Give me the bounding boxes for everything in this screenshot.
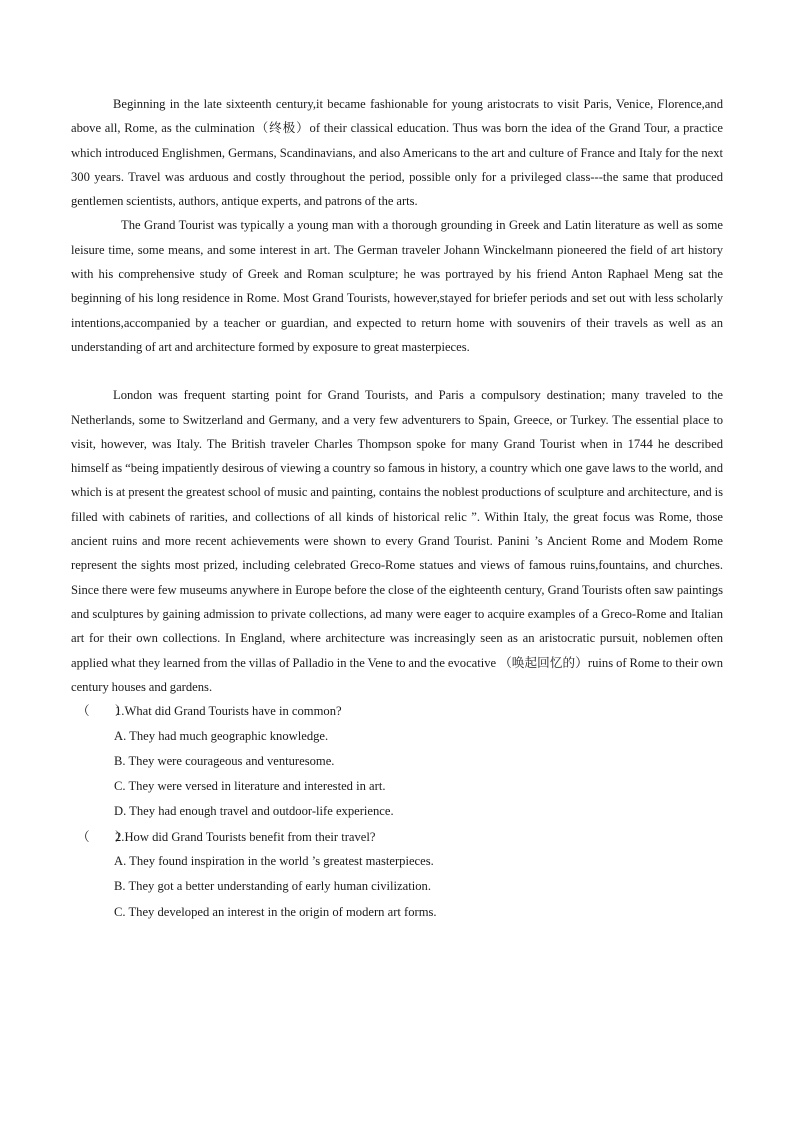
question-2-options [71, 849, 723, 925]
question-1-option-b: B. They were courageous and venturesome. [114, 753, 335, 768]
answer-blank[interactable]: （ ） [77, 704, 128, 719]
question-2-option-b: B. They got a better understanding of early human civilization. [114, 879, 431, 894]
question-1 [71, 699, 723, 824]
question-2-stem-line [71, 825, 723, 850]
reading-passage [71, 92, 723, 699]
question-1-option-d: D. They had enough travel and outdoor-life experience. [114, 804, 394, 819]
document-page [71, 92, 723, 925]
question-2-option-a: A. They found inspiration in the world ’s greatest masterpieces. [114, 854, 434, 869]
passage-paragraph-3: London was frequent starting point for Grand Tourists, and Paris a compulsory destination; many traveled to the Netherlands, some to Switzerland and Germany, and a very few adventurers to Spain, Greece, or Turkey. The essential place to visit, however, was Italy. The British traveler Charles Thompson spoke for many Grand Tourist when in 1744 he described himself as “being impatiently desirous of viewing a country so famous in history, a country which one gave laws to the world, and which is at present the greatest school of music and painting, contains the noblest productions of sculpture and architecture, and is filled with cabinets of rarities, and collections of all kinds of historical relic ”. Within Italy, the great focus was Rome, those ancient ruins and more recent achievements were shown to every Grand Tourist. Panini ’s Ancient Rome and Modem Rome represent the sights most prized, including celebrated Greco-Rome statues and views of famous ruins,fountains, and churches. Since there were few museums anywhere in Europe before the close of the eighteenth century, Grand Tourists often saw paintings and sculptures by gaining admission to private collections, ad many were eager to acquire examples of a Greco-Rome and Italian art for their own collections. In England, where architecture was increasingly seen as an aristocratic pursuit, noblemen often applied what they learned from the villas of Palladio in the Vene to and the evocative （唤起回忆的）ruins of Rome to their own century houses and gardens. [71, 388, 723, 694]
question-1-stem-line [71, 699, 723, 724]
question-2-stem: 2.How did Grand Tourists benefit from their travel? [115, 829, 376, 844]
question-1-options [71, 724, 723, 825]
question-1-stem: 1.What did Grand Tourists have in common? [115, 704, 342, 719]
question-2 [71, 825, 723, 925]
answer-blank[interactable]: （ ） [77, 829, 128, 844]
passage-paragraph-1: Beginning in the late sixteenth century,it became fashionable for young aristocrats to visit Paris, Venice, Florence,and above all, Rome, as the culmination（终极）of their classical education. Thus was born the idea of the Grand Tour, a practice which introduced Englishmen, Germans, Scandinavians, and also Americans to the art and culture of France and Italy for the next 300 years. Travel was arduous and costly throughout the period, possible only for a privileged class---the same that produced gentlemen scientists, authors, antique experts, and patrons of the arts. [71, 97, 723, 209]
question-1-option-c: C. They were versed in literature and interested in art. [114, 779, 386, 794]
question-2-option-c: C. They developed an interest in the origin of modern art forms. [114, 904, 437, 919]
question-1-option-a: A. They had much geographic knowledge. [114, 728, 329, 743]
passage-paragraph-2: The Grand Tourist was typically a young man with a thorough grounding in Greek and Latin literature as well as some leisure time, some means, and some interest in art. The German traveler Johann Winckelmann pioneered the field of art history with his comprehensive study of Greek and Roman sculpture; he was portrayed by his friend Anton Raphael Meng sat the beginning of his long residence in Rome. Most Grand Tourists, however,stayed for briefer periods and set out with less scholarly intentions,accompanied by a teacher or guardian, and expected to return home with souvenirs of their travels as well as an understanding of art and architecture formed by exposure to great masterpieces. [71, 218, 723, 354]
